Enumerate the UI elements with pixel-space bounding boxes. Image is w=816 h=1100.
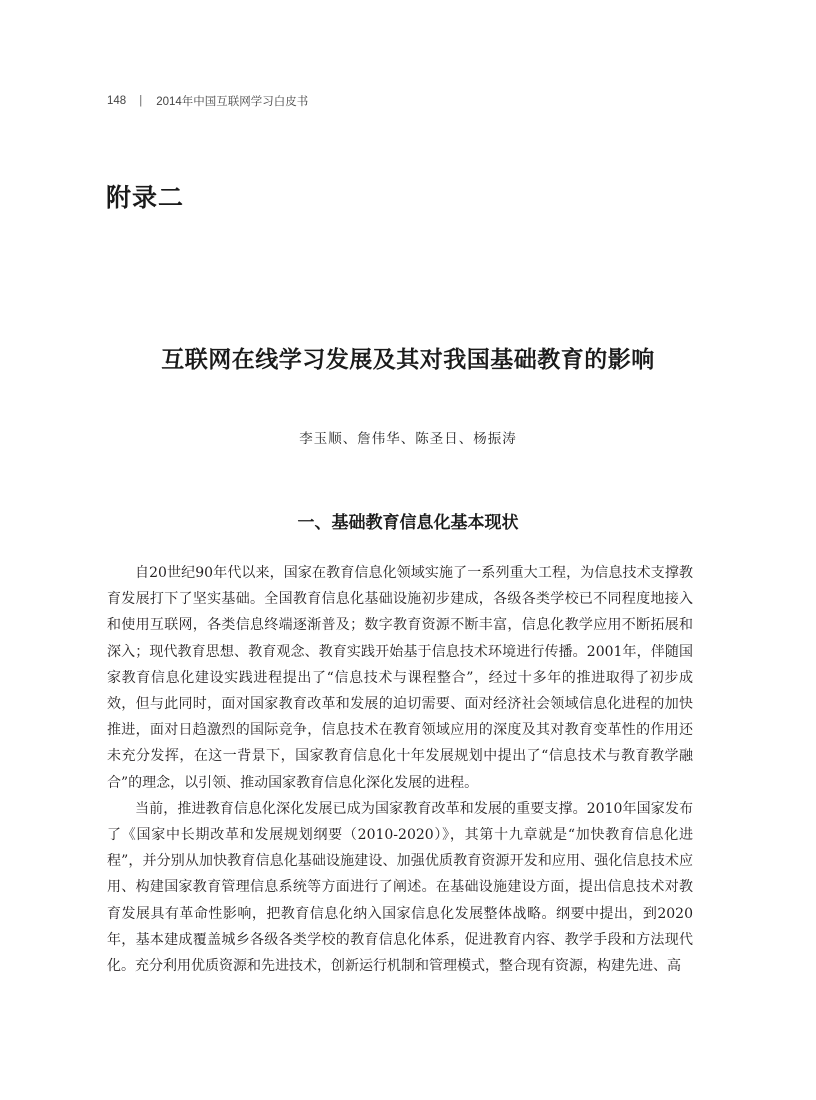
header-separator: | — [139, 95, 143, 107]
page-number: 148 — [107, 95, 127, 107]
book-title: 2014年中国互联网学习白皮书 — [156, 96, 309, 108]
authors-line: 李玉顺、詹伟华、陈圣日、杨振涛 — [299, 431, 517, 447]
body-text — [107, 560, 693, 979]
running-header — [107, 93, 308, 109]
appendix-heading: 附录二 — [106, 183, 185, 212]
article-title: 互联网在线学习发展及其对我国基础教育的影响 — [161, 346, 655, 373]
section-heading: 一、基础教育信息化基本现状 — [297, 513, 519, 533]
paragraph: 自20世纪90年代以来，国家在教育信息化领域实施了一系列重大工程，为信息技术支撑教育发展打下了坚实基础。全国教育信息化基础设施初步建成，各级各类学校已不同程度地接入和使用互联网，各类信息终端逐渐普及；数字教育资源不断丰富，信息化教学应用不断拓展和深入；现代教育思想、教育观念、教育实践开始基于信息技术环境进行传播。2001年，伴随国家教育信息化建设实践进程提出了“信息技术与课程整合”，经过十多年的推进取得了初步成效，但与此同时，面对国家教育改革和发展的迫切需要、面对经济社会领域信息化进程的加快推进，面对日趋激烈的国际竞争，信息技术在教育领域应用的深度及其对教育变革性的作用还未充分发挥，在这一背景下，国家教育信息化十年发展规划中提出了“信息技术与教育教学融合”的理念，以引领、推动国家教育信息化深化发展的进程。 — [107, 565, 693, 791]
paragraph: 当前，推进教育信息化深化发展已成为国家教育改革和发展的重要支撑。2010年国家发布了《国家中长期改革和发展规划纲要（2010-2020）》，其第十九章就是“加快教育信息化进程”，并分别从加快教育信息化基础设施建设、加强优质教育资源开发和应用、强化信息技术应用、构建国家教育管理信息系统等方面进行了阐述。在基础设施建设方面，提出信息技术对教育发展具有革命性影响，把教育信息化纳入国家信息化发展整体战略。纲要中提出，到2020年，基本建成覆盖城乡各级各类学校的教育信息化体系，促进教育内容、教学手段和方法现代化。充分利用优质资源和先进技术，创新运行机制和管理模式，整合现有资源，构建先进、高 — [107, 800, 693, 975]
